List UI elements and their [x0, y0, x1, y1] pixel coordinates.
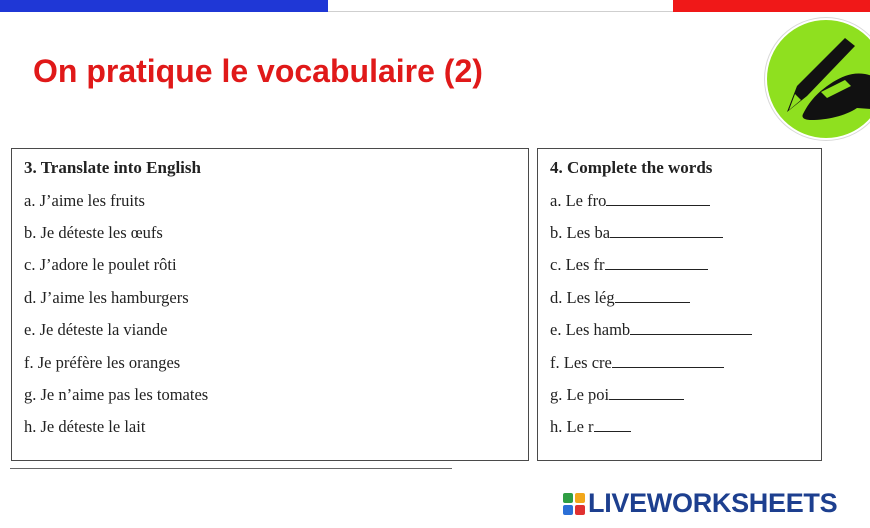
answer-blank[interactable]: [606, 191, 710, 206]
answer-blank[interactable]: [630, 320, 752, 335]
complete-item: b. Les ba: [550, 223, 723, 243]
answer-blank[interactable]: [605, 255, 708, 270]
answer-blank[interactable]: [594, 417, 631, 432]
brand-name: LIVEWORKSHEETS: [588, 488, 838, 518]
translate-exercise-box: [11, 148, 529, 461]
writing-hand-icon: [767, 20, 870, 138]
divider-line: [10, 468, 452, 469]
french-flag-bar: [0, 0, 870, 12]
translate-item: a. J’aime les fruits: [24, 191, 145, 210]
writing-badge: [765, 18, 870, 140]
translate-item: d. J’aime les hamburgers: [24, 288, 189, 307]
liveworksheets-logo-icon: [563, 493, 585, 515]
translate-item: h. Je déteste le lait: [24, 417, 146, 436]
translate-item: f. Je préfère les oranges: [24, 353, 181, 372]
complete-item: h. Le r: [550, 417, 631, 437]
complete-words-box: [537, 148, 822, 461]
complete-words-title: 4. Complete the words: [550, 158, 713, 177]
answer-blank[interactable]: [615, 288, 690, 303]
liveworksheets-brand[interactable]: [563, 488, 837, 519]
translate-exercise-title: 3. Translate into English: [24, 158, 201, 177]
flag-red: [673, 0, 870, 12]
answer-blank[interactable]: [610, 223, 723, 238]
complete-item: c. Les fr: [550, 255, 708, 275]
complete-item: g. Le poi: [550, 385, 684, 405]
page-title: On pratique le vocabulaire (2): [33, 53, 483, 89]
complete-item: d. Les lég: [550, 288, 690, 308]
complete-item: f. Les cre: [550, 353, 724, 373]
flag-blue: [0, 0, 328, 12]
translate-item: e. Je déteste la viande: [24, 320, 168, 339]
complete-item: e. Les hamb: [550, 320, 752, 340]
answer-blank[interactable]: [609, 385, 684, 400]
flag-white: [328, 0, 673, 12]
translate-item: c. J’adore le poulet rôti: [24, 255, 177, 274]
complete-item: a. Le fro: [550, 191, 710, 211]
answer-blank[interactable]: [612, 353, 724, 368]
translate-item: b. Je déteste les œufs: [24, 223, 163, 242]
translate-item: g. Je n’aime pas les tomates: [24, 385, 209, 404]
